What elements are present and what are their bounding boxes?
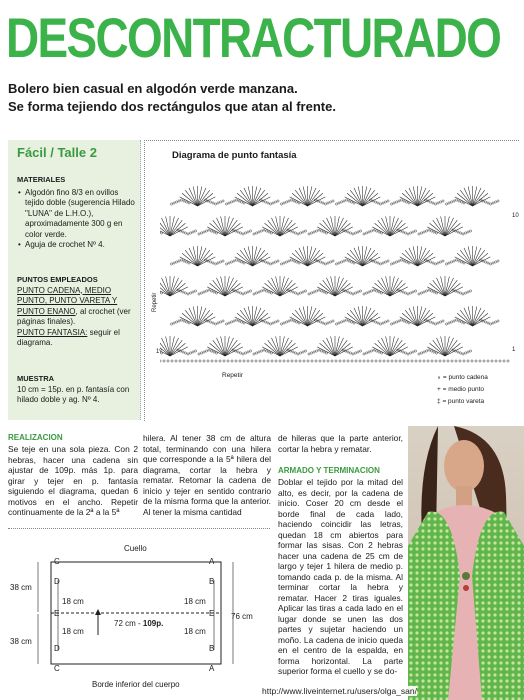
materials-item: • Algodón fino 8/3 en ovillos tejido doble (sugerencia Hilado "LUNA" de L.H.O.), aproximadamente 300 g en color verde. [25, 188, 135, 241]
schema-cuello: Cuello [124, 544, 147, 553]
intro-line-1: Bolero bien casual en algodón verde manzana. [8, 81, 298, 96]
legend-item [437, 384, 488, 396]
materials-heading: MATERIALES [17, 175, 66, 184]
stitches-fancy-rest: seguir el diagrama. [17, 327, 120, 347]
diagram-legend [437, 372, 488, 408]
page-title: DESCONTRACTURADO [6, 6, 501, 69]
materials-section [17, 175, 135, 251]
legend-label: = punto vareta [442, 398, 485, 405]
armado-text: Doblar el tejido por la mitad del alto, es decir, por la cadena de inicio. Coser 20 cm desde el borde final de cada lado, haciendo coincidir las letras, quedan 18 cm abiertos para formar las sisas. Con 2 hebras hacer una cadena de 25 cm de largo y tejer 1 hilera de medio p. tomando cada p. de la misma. Al terminar cortar la hebra y rematar. Hacer 2 tiras iguales. Aplicar las tiras a cada lado en el lugar donde se unen las dos partes y sujetar haciendo un moño. La cadena de inicio queda en el centro de la espalda, en forma horizontal. La parte superior forma el cuello y se do- [278, 477, 403, 676]
schema-width-stitches: 109p. [142, 619, 164, 628]
repeat-label: Repetir [222, 372, 243, 379]
repeat-side-label: Repetir [152, 292, 158, 312]
row-number-top: 10 [512, 213, 519, 219]
stitches-section [17, 275, 137, 349]
legend-item [437, 372, 488, 384]
sample-section [17, 374, 137, 406]
schema-letter: A [209, 557, 215, 566]
single-crochet-icon: + [437, 386, 441, 393]
stitches-basic: PUNTO CADENA, MEDIO PUNTO, PUNTO VARETA Y PUNTO ENANO [17, 285, 118, 316]
model-photo [408, 426, 524, 700]
schema-letter: C [54, 557, 60, 566]
schema-letter: E [209, 609, 215, 618]
double-crochet-icon: ‡ [437, 398, 441, 405]
stitches-heading: PUNTOS EMPLEADOS [17, 275, 98, 284]
row-number-left: 1º [156, 349, 162, 355]
model-photo-image [408, 426, 524, 700]
stitches-fancy-label: PUNTO FANTASIA: [17, 327, 88, 337]
intro-line-2: Se forma tejiendo dos rectángulos que atan al frente. [8, 99, 336, 114]
legend-item [437, 396, 488, 408]
stitches-basic-rest: , al crochet (ver páginas finales). [17, 306, 131, 326]
difficulty-label: Fácil / Talle 2 [17, 145, 97, 160]
schema-left-38-bottom: 38 cm [10, 637, 32, 646]
diagram-title: Diagrama de punto fantasía [172, 150, 297, 161]
schema-left-38-top: 38 cm [10, 583, 32, 592]
schema-width [114, 619, 163, 630]
schema-letter: D [54, 577, 60, 586]
schema-letter: A [209, 664, 215, 673]
chain-icon: ∘ [437, 374, 442, 381]
legend-label: = medio punto [442, 386, 484, 393]
schema-right-18-bottom: 18 cm [184, 627, 206, 636]
schema-right-18-top: 18 cm [184, 597, 206, 606]
realizacion-col-1: Se teje en una sola pieza. Con 2 hebras, hacer una cadena sin ajustar de 109p. más 1p. para girar y tejer en p. fantasía siguiendo el diagrama, quedan 6 motivos en el ancho. Repetir continuamente de la 2ª a la 5ª [8, 444, 138, 517]
realizacion-col-3: de hileras que la parte anterior, cortar la hebra y rematar. [278, 433, 403, 454]
sample-heading: MUESTRA [17, 374, 55, 383]
crochet-diagram [160, 166, 510, 366]
schema-bottom-label: Borde inferior del cuerpo [92, 680, 180, 689]
schema-right-76: 76 cm [231, 612, 253, 621]
sample-text: 10 cm = 15p. en p. fantasía con hilado doble y ag. Nº 4. [17, 384, 130, 404]
schema-letter: C [54, 664, 60, 673]
schema-left-18-bottom: 18 cm [62, 627, 84, 636]
armado-heading: ARMADO Y TERMINACION [278, 466, 380, 475]
realizacion-heading: REALIZACION [8, 433, 63, 442]
stitches-text [17, 286, 137, 328]
schema-letter: B [209, 577, 215, 586]
stitches-fancy [17, 328, 137, 349]
schema-letter: B [209, 644, 215, 653]
schema-letter: E [54, 609, 60, 618]
schema-letter: D [54, 644, 60, 653]
legend-label: = punto cadena [442, 374, 488, 381]
watermark-url: http://www.liveinternet.ru/users/olga_san/ [262, 686, 417, 696]
repeat-motif-label [222, 372, 243, 380]
row-number-bottom: 1 [512, 347, 516, 353]
realizacion-col-2: hilera. Al tener 38 cm de altura total, terminando con una hilera que corresponde a la 5ª hilera del diagrama, cortar la hebra y rematar. Retomar la cadena de inicio y tejer en sentido contrario de la misma forma que la anterior. Al tener la misma cantidad [143, 433, 271, 517]
schema-left-18-top: 18 cm [62, 597, 84, 606]
schema-width-label: 72 cm - [114, 619, 143, 628]
materials-item: • Aguja de crochet Nº 4. [25, 240, 135, 251]
intro [8, 80, 518, 116]
